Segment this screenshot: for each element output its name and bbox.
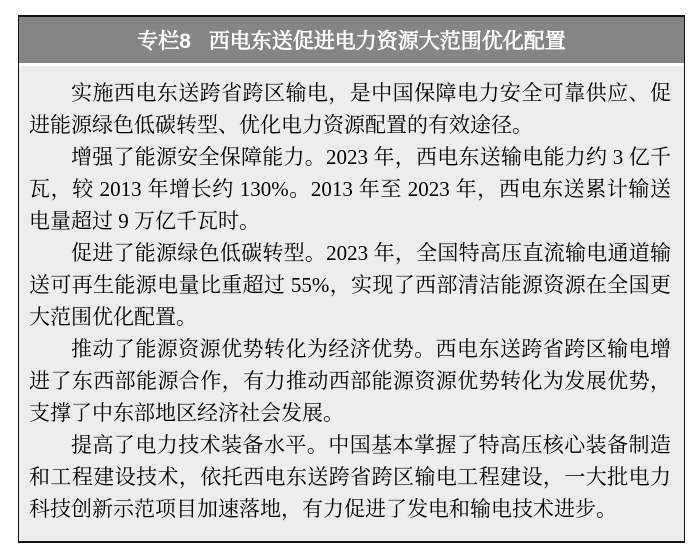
box-header: [19, 17, 684, 63]
paragraph-technology-level: 提高了电力技术装备水平。中国基本掌握了特高压核心装备制造和工程建设技术，依托西电东送跨省跨区输电工程建设，一大批电力科技创新示范项目加速落地，有力促进了发电和输电技术进步。: [29, 433, 671, 521]
box-title: 西电东送促进电力资源大范围优化配置: [208, 30, 566, 53]
box-number-label: 专栏8: [137, 30, 191, 53]
column-box-8: [18, 15, 685, 543]
paragraph-intro: 实施西电东送跨省跨区输电，是中国保障电力安全可靠供应、促进能源绿色低碳转型、优化电力资源配置的有效途径。: [29, 81, 671, 137]
paragraph-energy-security: 增强了能源安全保障能力。2023 年，西电东送输电能力约 3 亿千瓦，较 2013 年增长约 130%。2013 年至 2023 年，西电东送累计输送电量超过 9 万亿千瓦时。: [29, 145, 671, 233]
paragraph-economic-advantage: 推动了能源资源优势转化为经济优势。西电东送跨省跨区输电增进了东西部能源合作，有力推动西部能源资源优势转化为发展优势，支撑了中东部地区经济社会发展。: [29, 337, 671, 425]
box-body: [19, 66, 684, 541]
paragraph-green-transition: 促进了能源绿色低碳转型。2023 年，全国特高压直流输电通道输送可再生能源电量比重超过 55%，实现了西部清洁能源资源在全国更大范围优化配置。: [29, 241, 671, 329]
